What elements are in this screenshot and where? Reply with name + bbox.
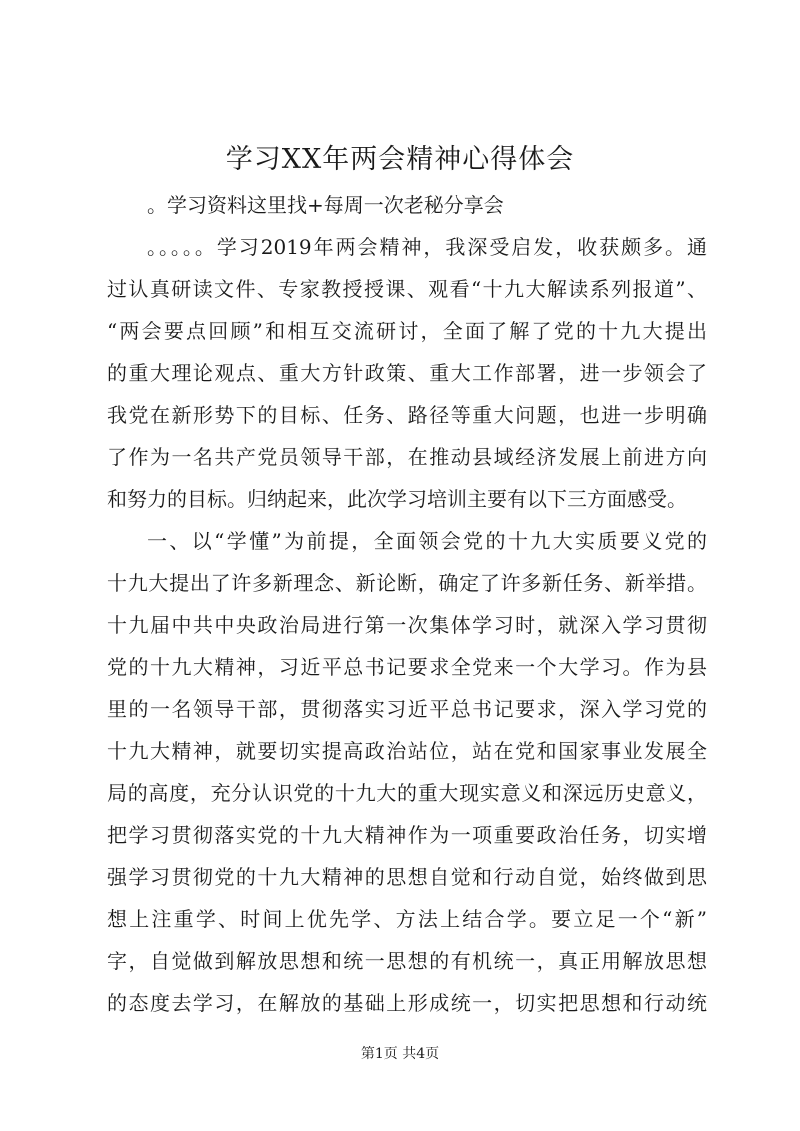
note-line: 。学习资料这里找+每周一次老秘分享会 (147, 193, 504, 217)
paragraph-2 (107, 520, 707, 1024)
paragraph-1 (107, 226, 707, 520)
text-line: 党的十九大精神，习近平总书记要求全党来一个大学习。作为县 (107, 655, 707, 679)
text-line: 过认真研读文件、专家教授授课、观看“十九大解读系列报道”、 (107, 277, 707, 301)
text-line: 十九届中共中央政治局进行第一次集体学习时，就深入学习贯彻 (107, 613, 707, 637)
text-line: 强学习贯彻党的十九大精神的思想自觉和行动自觉，始终做到思 (107, 865, 707, 889)
text-line: 局的高度，充分认识党的十九大的重大现实意义和深远历史意义， (107, 781, 707, 805)
text-line: 十九大精神，就要切实提高政治站位，站在党和国家事业发展全 (107, 739, 707, 763)
document-body (107, 184, 707, 1024)
document-title: 学习XX年两会精神心得体会 (225, 144, 575, 175)
text-line: 。。。。。学习2019年两会精神，我深受启发，收获颇多。通 (147, 235, 707, 259)
text-line: 一、以“学懂”为前提，全面领会党的十九大实质要义党的 (147, 529, 707, 553)
text-line: “两会要点回顾”和相互交流研讨，全面了解了党的十九大提出 (107, 319, 707, 343)
text-line: 我党在新形势下的目标、任务、路径等重大问题，也进一步明确 (107, 403, 707, 427)
text-line: 的态度去学习，在解放的基础上形成统一，切实把思想和行动统 (107, 991, 707, 1015)
text-line: 和努力的目标。归纳起来，此次学习培训主要有以下三方面感受。 (107, 487, 687, 511)
text-line: 想上注重学、时间上优先学、方法上结合学。要立足一个“新” (107, 907, 707, 931)
text-line: 十九大提出了许多新理念、新论断，确定了许多新任务、新举措。 (107, 571, 707, 595)
text-line: 把学习贯彻落实党的十九大精神作为一项重要政治任务，切实增 (107, 823, 707, 847)
text-line: 里的一名领导干部，贯彻落实习近平总书记要求，深入学习党的 (107, 697, 707, 721)
text-line: 字，自觉做到解放思想和统一思想的有机统一，真正用解放思想 (107, 949, 707, 973)
text-line: 的重大理论观点、重大方针政策、重大工作部署，进一步领会了 (107, 361, 707, 385)
text-line: 了作为一名共产党员领导干部，在推动县域经济发展上前进方向 (107, 445, 707, 469)
page-footer: 第1页 共4页 (360, 1046, 440, 1062)
